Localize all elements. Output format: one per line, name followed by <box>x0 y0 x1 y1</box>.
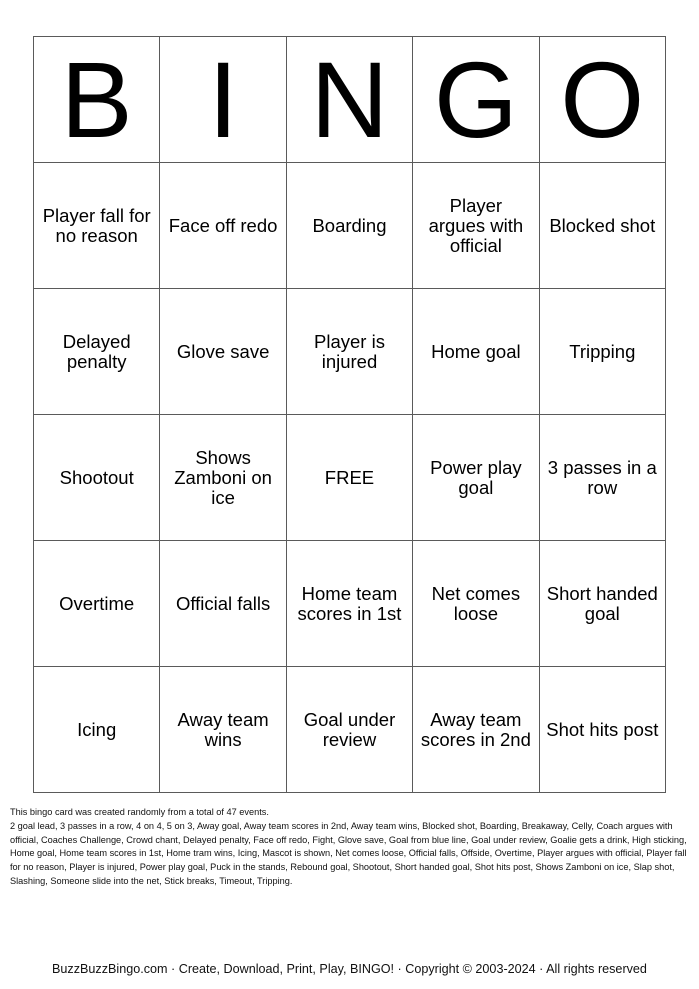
bingo-cell: Player argues with official <box>413 163 539 289</box>
bingo-cell: Glove save <box>160 289 286 415</box>
card-row <box>34 415 666 541</box>
bingo-cell: Face off redo <box>160 163 286 289</box>
bingo-cell: Home team scores in 1st <box>286 541 412 667</box>
bingo-cell: Home goal <box>413 289 539 415</box>
header-letter-b: B <box>34 37 160 163</box>
header-letter-g: G <box>413 37 539 163</box>
card-row <box>34 667 666 793</box>
header-letter-i: I <box>160 37 286 163</box>
bingo-cell: Net comes loose <box>413 541 539 667</box>
bingo-cell: Tripping <box>539 289 665 415</box>
card-row <box>34 163 666 289</box>
bingo-cell: Boarding <box>286 163 412 289</box>
header-row <box>34 37 666 163</box>
bingo-cell: Overtime <box>34 541 160 667</box>
bingo-cell: Away team scores in 2nd <box>413 667 539 793</box>
bingo-card <box>33 36 666 793</box>
free-cell: FREE <box>286 415 412 541</box>
bingo-cell: Shows Zamboni on ice <box>160 415 286 541</box>
bingo-cell: 3 passes in a row <box>539 415 665 541</box>
bingo-cell: Goal under review <box>286 667 412 793</box>
bingo-cell: Away team wins <box>160 667 286 793</box>
event-list: 2 goal lead, 3 passes in a row, 4 on 4, 5 on 3, Away goal, Away team scores in 2nd, Away team wins, Blocked shot, Boarding, Breakaway, Celly, Coach argues with official, Coaches Challenge, Crowd chant, Delayed penalty, Face off redo, Fight, Glove save, Goal from blue line, Goal under review, Goalie gets a drink, High sticking, Home goal, Home team scores in 1st, Home tram wins, Icing, Mascot is shown, Net comes loose, Official falls, Offside, Overtime, Player argues with official, Player fall for no reason, Player is injured, Power play goal, Puck in the stands, Rebound goal, Shootout, Short handed goal, Shot hits post, Shows Zamboni on ice, Slap shot, Slashing, Someone slide into the net, Stick breaks, Timeout, Tripping. <box>10 820 687 886</box>
bingo-cell: Player fall for no reason <box>34 163 160 289</box>
bingo-cell: Short handed goal <box>539 541 665 667</box>
bingo-cell: Player is injured <box>286 289 412 415</box>
header-letter-n: N <box>286 37 412 163</box>
bingo-cell: Delayed penalty <box>34 289 160 415</box>
bingo-cell: Blocked shot <box>539 163 665 289</box>
footer-copyright: BuzzBuzzBingo.com · Create, Download, Print, Play, BINGO! · Copyright © 2003-2024 · All rights reserved <box>52 962 647 976</box>
bingo-cell: Shot hits post <box>539 667 665 793</box>
bingo-cell: Shootout <box>34 415 160 541</box>
card-summary: This bingo card was created randomly from a total of 47 events. <box>10 807 269 817</box>
header-letter-o: O <box>539 37 665 163</box>
card-info <box>10 806 692 889</box>
bingo-cell: Power play goal <box>413 415 539 541</box>
card-row <box>34 541 666 667</box>
bingo-cell: Icing <box>34 667 160 793</box>
bingo-cell: Official falls <box>160 541 286 667</box>
card-row <box>34 289 666 415</box>
